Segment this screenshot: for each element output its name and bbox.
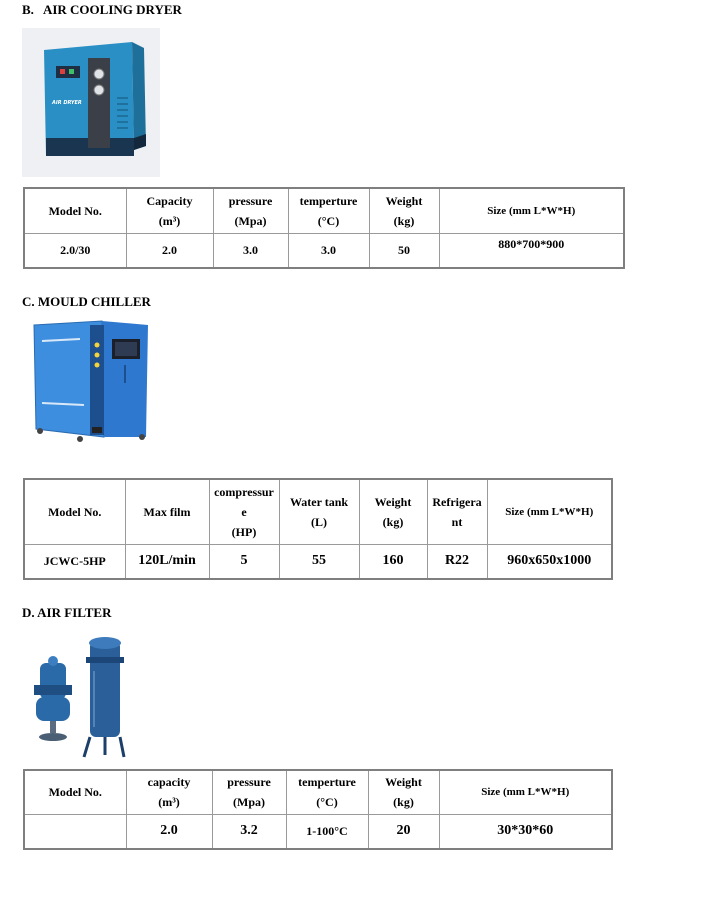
cell-weight: 160 [359, 544, 427, 579]
chiller-spec-table [23, 478, 613, 580]
table-header-row [24, 188, 624, 233]
header-water-tank: Water tank (L) [279, 479, 359, 544]
cell-capacity: 2.0 [126, 814, 212, 849]
mould-chiller-photo [24, 319, 150, 445]
header-temperature: temperture (°C) [286, 770, 368, 814]
header-capacity: capacity (m³) [126, 770, 212, 814]
header-compressure: compressur e (HP) [209, 479, 279, 544]
cell-pressure: 3.2 [212, 814, 286, 849]
header-size: Size (mm L*W*H) [487, 479, 612, 544]
table-row [24, 544, 612, 579]
header-capacity: Capacity (m³) [126, 188, 213, 233]
header-pressure: pressure (Mpa) [213, 188, 288, 233]
section-heading-air-cooling-dryer: B. AIR COOLING DRYER [22, 2, 182, 17]
cell-model-no [24, 814, 126, 849]
header-temperature: temperture (°C) [288, 188, 369, 233]
air-filter-photo [24, 623, 132, 768]
table-row [24, 233, 624, 268]
header-refrigerant: Refrigera nt [427, 479, 487, 544]
header-weight: Weight (kg) [359, 479, 427, 544]
header-weight: Weight (kg) [368, 770, 439, 814]
cell-capacity: 2.0 [126, 233, 213, 268]
cell-model-no: 2.0/30 [24, 233, 126, 268]
cell-size: 880*700*900 [439, 233, 624, 268]
cell-refrigerant: R22 [427, 544, 487, 579]
header-model-no: Model No. [24, 770, 126, 814]
dryer-spec-table [23, 187, 625, 269]
cell-compressure: 5 [209, 544, 279, 579]
header-size: Size (mm L*W*H) [439, 188, 624, 233]
air-dryer-photo [22, 28, 160, 177]
cell-weight: 50 [369, 233, 439, 268]
cell-model-no: JCWC-5HP [24, 544, 125, 579]
header-model-no: Model No. [24, 188, 126, 233]
table-header-row [24, 770, 612, 814]
section-heading-mould-chiller: C. MOULD CHILLER [22, 294, 151, 309]
cell-pressure: 3.0 [213, 233, 288, 268]
table-row [24, 814, 612, 849]
cell-size: 960x650x1000 [487, 544, 612, 579]
cell-weight: 20 [368, 814, 439, 849]
filter-spec-table [23, 769, 613, 850]
header-model-no: Model No. [24, 479, 125, 544]
header-size: Size (mm L*W*H) [439, 770, 612, 814]
air-dryer-label: AIR DRYER [52, 100, 82, 106]
header-pressure: pressure (Mpa) [212, 770, 286, 814]
cell-water-tank: 55 [279, 544, 359, 579]
header-max-film: Max film [125, 479, 209, 544]
cell-temperature: 3.0 [288, 233, 369, 268]
cell-max-film: 120L/min [125, 544, 209, 579]
header-weight: Weight (kg) [369, 188, 439, 233]
cell-temperature: 1-100°C [286, 814, 368, 849]
table-header-row [24, 479, 612, 544]
cell-size: 30*30*60 [439, 814, 612, 849]
section-heading-air-filter: D. AIR FILTER [22, 605, 112, 620]
